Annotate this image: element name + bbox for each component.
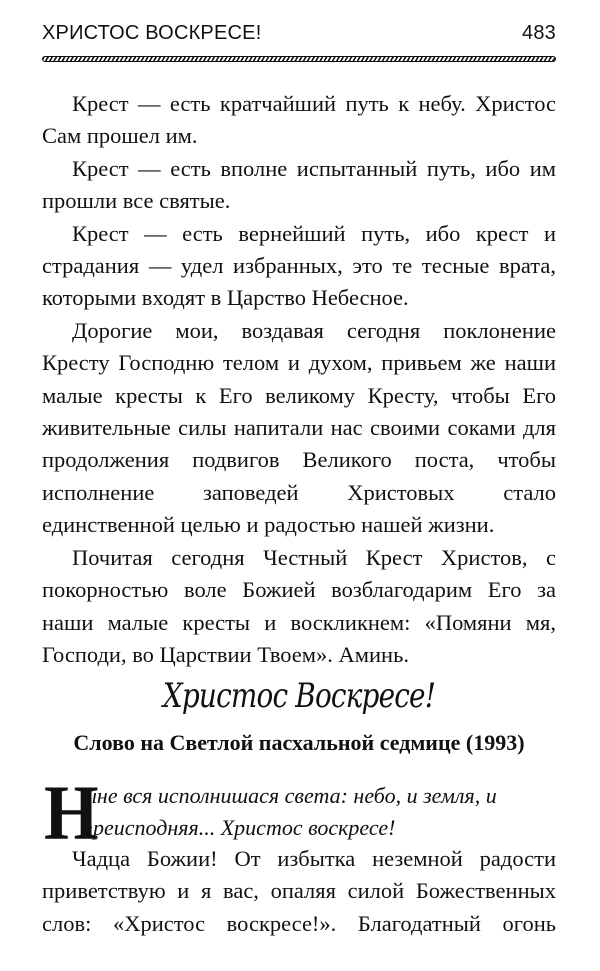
rope-divider (42, 56, 556, 62)
paragraph: Почитая сегодня Честный Крест Христов, с покорностью воле Божией возблагодарим Его за наши малые кресты и воскликнем: «Помяни мя, Господи, во Царствии Твоем». Аминь. (42, 544, 556, 667)
epigraph-line: преисподняя... Христос воскресе! (82, 815, 396, 840)
section-subtitle: Слово на Светлой пасхальной седмице (1993) (73, 730, 525, 755)
new-section-text (42, 843, 556, 940)
epigraph (42, 769, 556, 856)
epigraph-line: ыне вся исполнишася света: небо, и земля, и (82, 783, 497, 808)
paragraph: Чадца Божии! От избытка неземной радости приветствую и я вас, опаляя силой Божественных слов: «Христос воскресе!». Благодатный огонь (42, 846, 556, 936)
top-section-text (42, 88, 556, 671)
paragraph: Дорогие мои, воздавая сегодня поклонение Кресту Господню телом и духом, привьем же наши малые кресты к Его великому Кресту, чтобы Его живительные силы напитали нас своими соками для продолжения подвигов Великого поста, чтобы исполнение заповедей Христовых стало единственной целью и радостью нашей жизни. (42, 317, 556, 538)
section-title: Христос Воскресе! (162, 676, 436, 716)
paragraph: Крест — есть вполне испытанный путь, ибо им прошли все святые. (42, 155, 556, 214)
paragraph: Крест — есть вернейший путь, ибо крест и страдания — удел избранных, это те тесные врата, которыми входят в Царство Небесное. (42, 220, 556, 311)
running-title: ХРИСТОС ВОСКРЕСЕ! (42, 22, 262, 44)
running-head (42, 22, 556, 50)
paragraph: Крест — есть кратчайший путь к небу. Христос Сам прошел им. (42, 91, 556, 149)
drop-cap: Н (44, 769, 99, 856)
page-number: 483 (522, 22, 556, 44)
